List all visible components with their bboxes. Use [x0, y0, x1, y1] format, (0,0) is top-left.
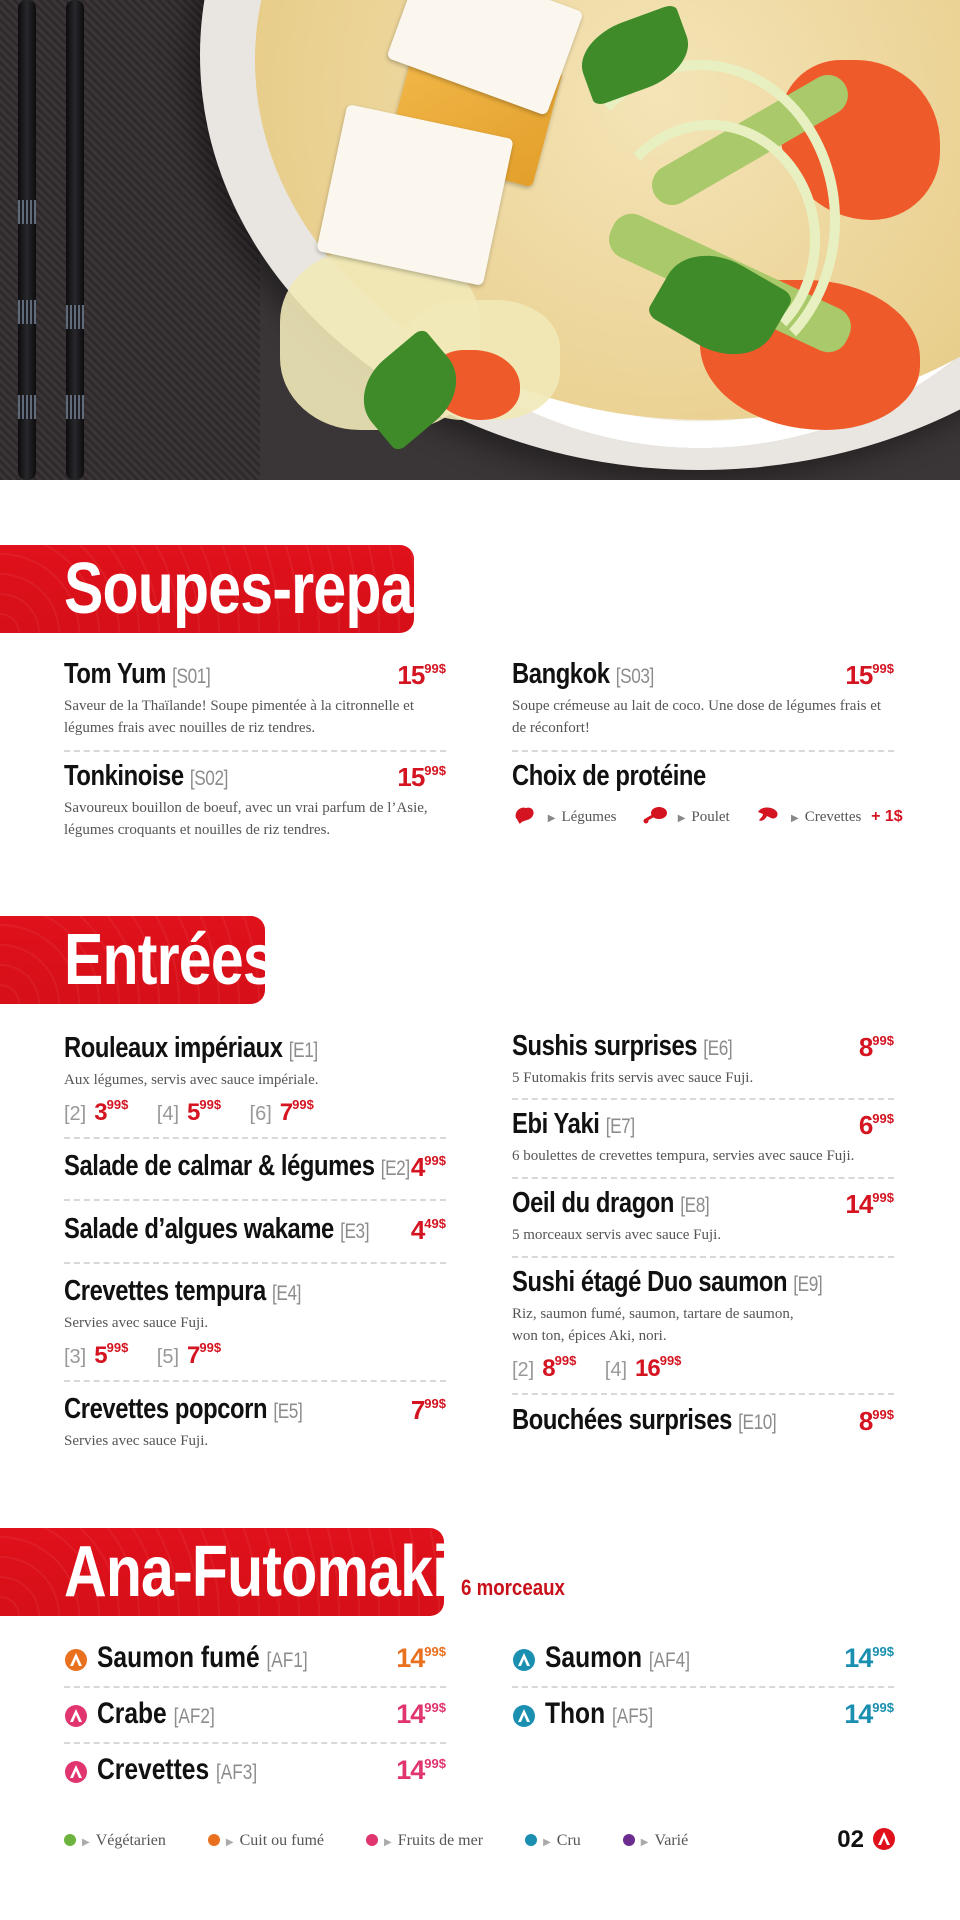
item-name: Ebi Yaki	[512, 1108, 600, 1140]
item-code: [S01]	[172, 665, 211, 688]
item-price: $14^{99\$}$	[396, 1643, 446, 1673]
menu-item-tonkinoise	[64, 760, 446, 841]
item-name: Crevettes popcorn	[64, 1393, 268, 1425]
divider	[64, 750, 446, 752]
divider	[512, 1393, 894, 1395]
futomaki-item	[512, 1697, 894, 1737]
chicken-drumstick-icon	[642, 804, 668, 831]
futomaki-item	[64, 1753, 446, 1793]
menu-item-bangkok	[512, 658, 894, 739]
item-price: $15^{99\$}$	[397, 762, 446, 792]
protein-title: Choix de protéine	[512, 760, 706, 792]
section-title: Entrées	[64, 920, 275, 1000]
divider	[64, 1742, 446, 1744]
vegetable-icon	[512, 804, 538, 831]
item-price: $14^{99\$}$	[844, 1699, 894, 1729]
item-name: Saumon	[545, 1641, 643, 1674]
item-code: [E3]	[340, 1220, 370, 1243]
divider	[512, 750, 894, 752]
item-price: $6^{99\$}$	[858, 1110, 894, 1140]
item-name: Salade d’algues wakame	[64, 1213, 334, 1245]
divider	[64, 1380, 446, 1382]
section-note: 6 morceaux	[461, 1575, 565, 1600]
legend-item: ▶ Varié	[623, 1832, 688, 1850]
divider	[64, 1199, 446, 1201]
item-price: $14^{99\$}$	[845, 1189, 894, 1219]
item-name: Bouchées surprises	[512, 1404, 732, 1436]
protein-choice	[512, 760, 903, 831]
item-name: Tom Yum	[64, 658, 166, 690]
item-description: Saveur de la Thaïlande! Soupe pimentée à la citronnelle et légumes frais avec nouilles de riz tendres.	[64, 698, 415, 736]
item-code: [AF3]	[215, 1761, 258, 1784]
item-description: 6 boulettes de crevettes tempura, servies avec sauce Fuji.	[512, 1148, 855, 1164]
legend-item: ▶ Végétarien	[64, 1832, 166, 1850]
item-code: [E9]	[793, 1273, 823, 1296]
brand-logo-icon	[64, 1648, 88, 1677]
size-prices: [3] $5^{99\$}$ [5] $7^{99\$}$	[64, 1340, 222, 1369]
item-name: Thon	[545, 1697, 606, 1730]
brand-logo-icon	[872, 1827, 896, 1851]
futomaki-item	[512, 1641, 894, 1681]
shrimp-icon	[755, 804, 781, 831]
brand-logo-icon	[64, 1704, 88, 1733]
item-code: [E7]	[605, 1115, 635, 1138]
chopstick	[66, 0, 84, 480]
futomaki-item	[64, 1697, 446, 1737]
item-name: Sushi étagé Duo saumon	[512, 1266, 788, 1298]
size-prices: [2] $8^{99\$}$ [4] $16^{99\$}$	[512, 1353, 682, 1382]
divider	[512, 1686, 894, 1688]
item-description: Servies avec sauce Fuji.	[64, 1433, 209, 1449]
item-name: Bangkok	[512, 658, 610, 690]
menu-item-ebi-yaki	[512, 1108, 894, 1167]
menu-item-sushis-surprises	[512, 1030, 894, 1089]
item-name: Sushis surprises	[512, 1030, 698, 1062]
item-code: [E4]	[272, 1282, 302, 1305]
legend-dot-icon	[64, 1834, 76, 1846]
item-code: [E2]	[380, 1157, 410, 1180]
section-banner-futomakis	[0, 1528, 480, 1616]
item-price: $4^{99\$}$	[410, 1152, 446, 1182]
legend-dot-icon	[525, 1834, 537, 1846]
item-description: 5 morceaux servis avec sauce Fuji.	[512, 1227, 722, 1243]
item-code: [AF2]	[173, 1705, 215, 1728]
brand-logo-icon	[512, 1704, 536, 1733]
item-name: Crevettes tempura	[64, 1275, 266, 1307]
item-code: [AF4]	[648, 1649, 691, 1672]
item-price: $8^{99\$}$	[858, 1032, 894, 1062]
protein-option: Crevettes	[804, 808, 862, 825]
divider	[64, 1686, 446, 1688]
item-description: Riz, saumon fumé, saumon, tartare de saumon, won ton, épices Aki, nori.	[512, 1306, 794, 1344]
item-name: Tonkinoise	[64, 760, 184, 792]
item-description: Savoureux bouillon de boeuf, avec un vrai parfum de l’Asie, légumes croquants et nouilles de riz tendres.	[64, 800, 428, 838]
item-code: [E5]	[273, 1400, 303, 1423]
color-legend	[64, 1832, 726, 1850]
divider	[512, 1177, 894, 1179]
menu-item-salade-calmar	[64, 1150, 446, 1186]
menu-item-tom-yum	[64, 658, 446, 739]
section-banner-entrees	[0, 916, 275, 1004]
divider	[512, 1256, 894, 1258]
menu-item-crevettes-tempura	[64, 1275, 446, 1370]
item-description: Servies avec sauce Fuji.	[64, 1315, 209, 1331]
menu-item-crevettes-popcorn	[64, 1393, 446, 1452]
chopstick	[18, 0, 36, 480]
brand-logo-icon	[512, 1648, 536, 1677]
size-prices: [2] $3^{99\$}$ [4] $5^{99\$}$ [6] $7^{99\$}$	[64, 1097, 314, 1126]
section-title: Ana-Futomakis	[64, 1532, 480, 1612]
menu-item-bouchees	[512, 1404, 894, 1440]
menu-item-oeil-du-dragon	[512, 1187, 894, 1246]
legend-dot-icon	[208, 1834, 220, 1846]
item-name: Oeil du dragon	[512, 1187, 675, 1219]
menu-item-sushi-etage	[512, 1266, 894, 1383]
page-number: 02	[837, 1826, 896, 1854]
hero-food-photo	[0, 0, 960, 480]
legend-dot-icon	[366, 1834, 378, 1846]
item-code: [E6]	[703, 1037, 733, 1060]
item-price: $14^{99\$}$	[844, 1643, 894, 1673]
protein-option: Poulet	[691, 808, 730, 825]
item-description: Aux légumes, servis avec sauce impériale.	[64, 1072, 319, 1088]
section-title: Soupes-repas	[64, 549, 445, 629]
item-price: $7^{99\$}$	[410, 1395, 446, 1425]
item-name: Salade de calmar & légumes	[64, 1150, 375, 1182]
item-price: $14^{99\$}$	[396, 1699, 446, 1729]
item-price: $4^{49\$}$	[410, 1215, 446, 1245]
extra-charge: + 1$	[871, 807, 903, 825]
item-code: [S02]	[189, 767, 229, 790]
item-name: Crevettes	[97, 1753, 210, 1786]
item-name: Rouleaux impériaux	[64, 1032, 283, 1064]
legend-dot-icon	[623, 1834, 635, 1846]
item-code: [AF1]	[266, 1649, 308, 1672]
item-price: $15^{99\$}$	[397, 660, 446, 690]
futomaki-item	[64, 1641, 446, 1681]
menu-item-wakame	[64, 1213, 446, 1249]
protein-option: Légumes	[561, 808, 617, 825]
legend-item: ▶ Cru	[525, 1832, 581, 1850]
item-code: [E8]	[680, 1194, 710, 1217]
item-description: 5 Futomakis frits servis avec sauce Fuji.	[512, 1070, 754, 1086]
item-description: Soupe crémeuse au lait de coco. Une dose de légumes frais et de réconfort!	[512, 698, 882, 736]
item-code: [E10]	[738, 1411, 777, 1434]
divider	[64, 1262, 446, 1264]
legend-item: ▶ Fruits de mer	[366, 1832, 483, 1850]
item-code: [S03]	[615, 665, 654, 688]
legend-item: ▶ Cuit ou fumé	[208, 1832, 324, 1850]
item-code: [E1]	[288, 1039, 318, 1062]
item-price: $8^{99\$}$	[858, 1406, 894, 1436]
item-name: Saumon fumé	[97, 1641, 260, 1674]
divider	[64, 1137, 446, 1139]
divider	[512, 1098, 894, 1100]
section-banner-soupes	[0, 545, 445, 633]
menu-item-rouleaux	[64, 1032, 446, 1127]
item-price: $15^{99\$}$	[845, 660, 894, 690]
item-name: Crabe	[97, 1697, 167, 1730]
brand-logo-icon	[64, 1760, 88, 1789]
item-price: $14^{99\$}$	[396, 1755, 446, 1785]
item-code: [AF5]	[611, 1705, 654, 1728]
protein-options: ▶ Légumes ▶ Poulet ▶ Crevettes + 1$	[512, 804, 894, 831]
